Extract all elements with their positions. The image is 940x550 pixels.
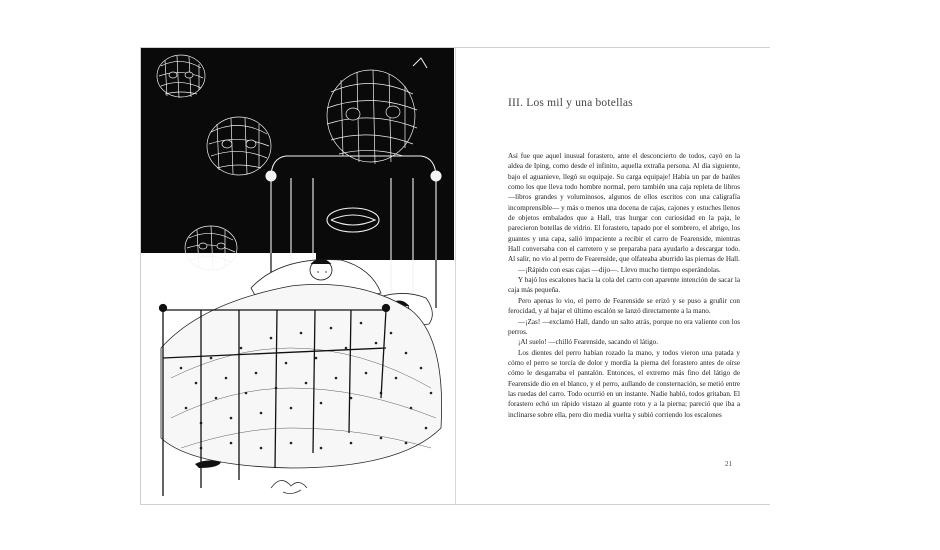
slipper [195, 460, 221, 468]
bed-scene-illustration [141, 48, 454, 504]
chapter-title: III. Los mil y una botellas [508, 97, 633, 109]
paragraph: ¡Al suelo! —chilló Fearenside, sacando el látigo. [518, 338, 658, 347]
paragraph: Pero apenas lo vio, el perro de Fearenside se erizó y se puso a gruñir con ferocidad, y al bajar el último escalón se lanzó directamente a la mano. [508, 296, 740, 316]
sleeping-man [310, 259, 332, 280]
paragraph: Así fue que aquel inusual forastero, ante el desconcierto de todos, cayó en la aldea de Iping, como desde el infinito, aquella extraña persona. Al día siguiente, bajo el aguanieve, llegó su equipaje. Su carga equipaje! Había un par de baúles como los que lleva todo hombre normal, pero también una caja repleta de libros —libros grandes y voluminosos, algunos de ellos escritos con una caligrafía incomprensible— y más o menos una docena de cajas, cajones y estuches llenos de objetos embalados que a Hall, tras hurgar con curiosidad en la paja, le parecieron botellas de vidrio. El forastero, tapado por el sombrero, el abrigo, los guantes y una capa, salió impaciente a recibir el carro de Fearenside, mientras Hall conversaba con el carretero y se preparaba para ayudarlo a descargar todo. Al salir, no vio al perro de Fearenside, que olfateaba aburrido las piernas de Hall. [508, 152, 740, 264]
paragraph: Y bajó los escalones hacia la cola del carro con aparente intención de sacar la caja más pequeña. [508, 276, 740, 295]
paragraph: —¡Zas! —exclamó Hall, dando un salto atrás, porque no era valiente con los perros. [508, 317, 740, 336]
book-spread [140, 47, 770, 505]
quilt [161, 284, 442, 468]
paragraph: Los dientes del perro habían rozado la mano, y todos vieron una patada y cómo el perro se torcía de dolor y mordía la pierna del forastero antes de oírse cómo le desgarraba el pantalón. Entonces, el extremo más fino del látigo de Fearenside dio en el blanco, y el perro, aullando de consternación, se metió entre las ruedas del carro. Todo ocurrió en un instante. Nadie habló, todos gritaban. El forastero echó un rápido vistazo al guante roto y a la pierna; pareció que iba a inclinarse sobre ella, pero dio media vuelta y subió corriendo los escalones [508, 348, 740, 419]
paragraph: —¡Rápido con esas cajas —dijo—. Llevo mucho tiempo esperándolas. [518, 265, 721, 274]
page-number: 21 [725, 460, 732, 468]
body-text [508, 151, 740, 420]
artist-signature [271, 480, 307, 493]
illustration-page [141, 48, 454, 504]
text-page [455, 48, 770, 504]
